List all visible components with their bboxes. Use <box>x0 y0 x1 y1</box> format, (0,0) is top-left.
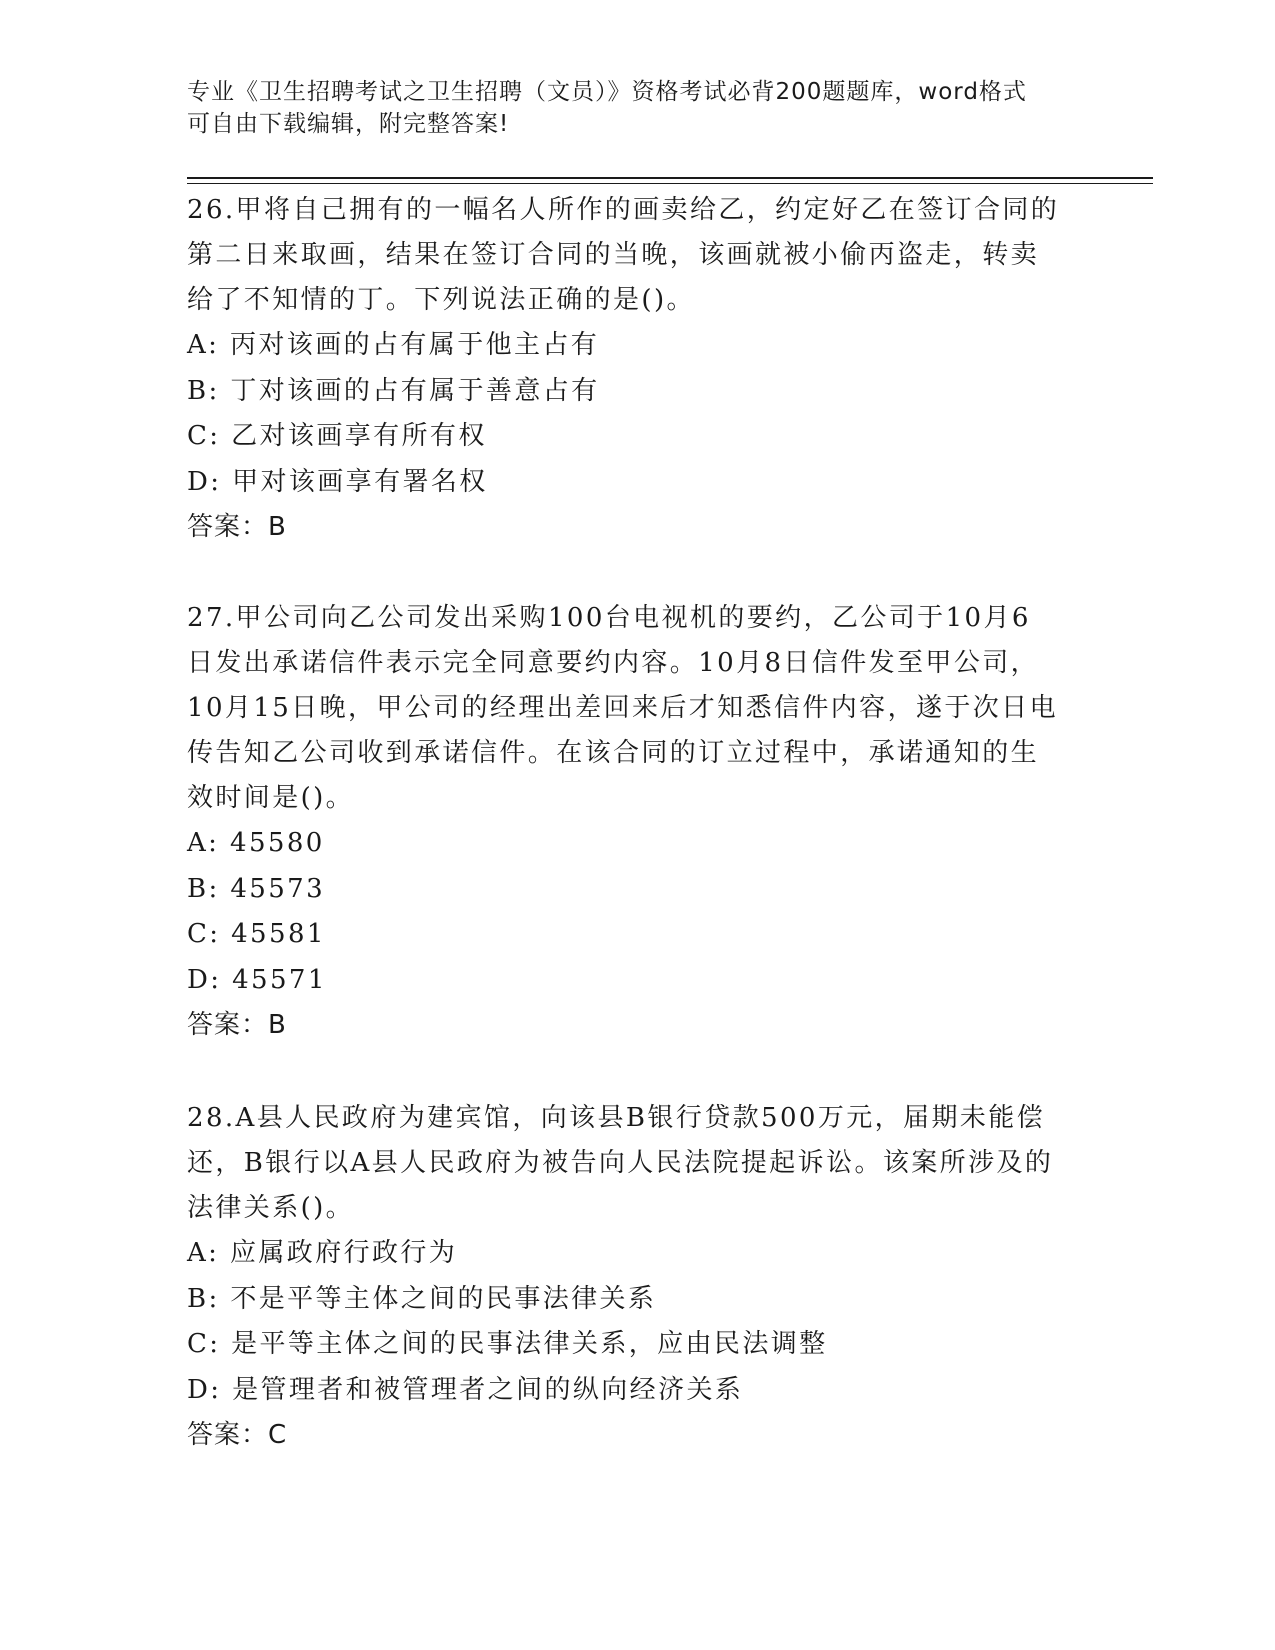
answer: 答案：C <box>187 1420 288 1450</box>
option-a: A: 丙对该画的占有属于他主占有 <box>187 330 600 360</box>
option-b: B: 丁对该画的占有属于善意占有 <box>187 375 600 406</box>
option-b: B: 45573 <box>187 873 326 904</box>
option-a: A: 45580 <box>187 828 325 858</box>
question-text-line: 26.甲将自己拥有的一幅名人所作的画卖给乙，约定好乙在签订合同的 <box>187 195 1060 225</box>
question-text-line: 第二日来取画，结果在签订合同的当晚，该画就被小偷丙盗走，转卖 <box>187 240 1040 270</box>
question-text-line: 28.A县人民政府为建宾馆，向该县B银行贷款500万元，届期未能偿 <box>187 1103 1046 1133</box>
question-text-line: 传告知乙公司收到承诺信件。在该合同的订立过程中，承诺通知的生 <box>187 738 1040 768</box>
question-text-line: 法律关系()。 <box>187 1193 355 1223</box>
document-header <box>187 76 1067 140</box>
answer: 答案：B <box>187 512 287 542</box>
question-28 <box>187 1096 1087 1458</box>
option-c: C: 乙对该画享有所有权 <box>187 421 487 451</box>
option-c: C: 是平等主体之间的民事法律关系，应由民法调整 <box>187 1329 828 1359</box>
header-line-2: 可自由下载编辑，附完整答案! <box>187 111 510 137</box>
header-divider-thick <box>187 177 1153 179</box>
option-d: D: 甲对该画享有署名权 <box>187 466 488 497</box>
option-b: B: 不是平等主体之间的民事法律关系 <box>187 1283 657 1314</box>
answer: 答案：B <box>187 1010 287 1040</box>
option-d: D: 是管理者和被管理者之间的纵向经济关系 <box>187 1374 744 1405</box>
option-a: A: 应属政府行政行为 <box>187 1238 458 1268</box>
option-c: C: 45581 <box>187 919 326 949</box>
question-26 <box>187 188 1087 550</box>
question-27 <box>187 596 1087 1048</box>
question-text-line: 效时间是()。 <box>187 783 355 813</box>
question-text-line: 给了不知情的丁。下列说法正确的是()。 <box>187 285 695 315</box>
header-divider-thin <box>187 183 1153 184</box>
option-d: D: 45571 <box>187 964 327 995</box>
question-text-line: 日发出承诺信件表示完全同意要约内容。10月8日信件发至甲公司， <box>187 648 1040 678</box>
question-text-line: 27.甲公司向乙公司发出采购100台电视机的要约，乙公司于10月6 <box>187 603 1031 633</box>
question-text-line: 10月15日晚，甲公司的经理出差回来后才知悉信件内容，遂于次日电 <box>187 693 1058 723</box>
header-line-1: 专业《卫生招聘考试之卫生招聘（文员）》资格考试必背200题题库，word格式 <box>187 79 1027 105</box>
question-text-line: 还，B银行以A县人民政府为被告向人民法院提起诉讼。该案所涉及的 <box>187 1148 1054 1178</box>
